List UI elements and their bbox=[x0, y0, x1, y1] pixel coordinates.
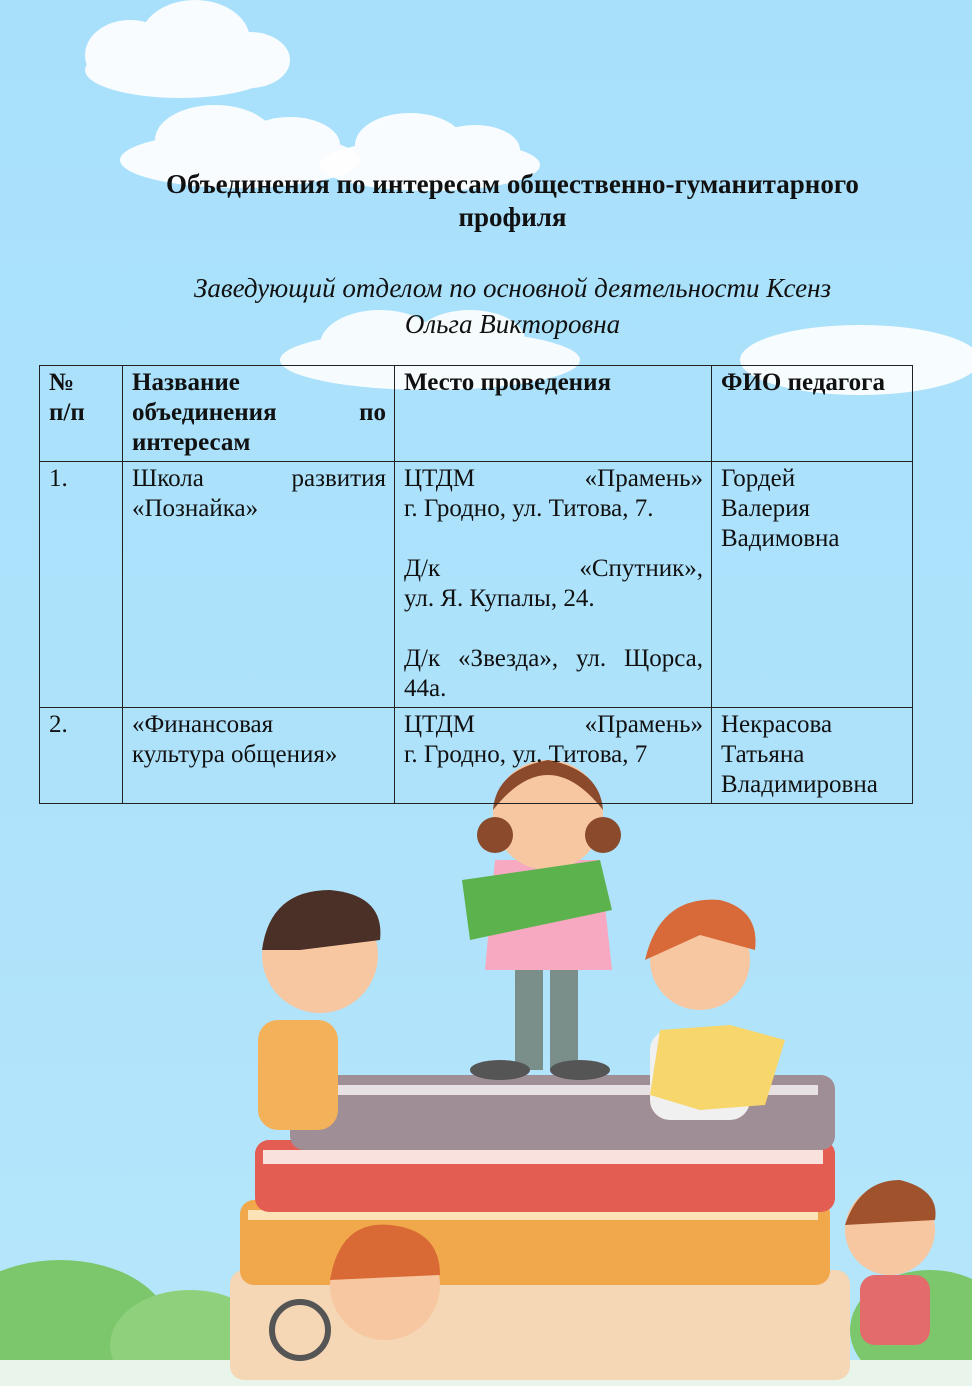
girl-standing bbox=[462, 760, 621, 1080]
row1-place2-b: «Спутник», bbox=[579, 555, 703, 582]
associations-table bbox=[39, 365, 913, 804]
row1-name-line1 bbox=[132, 464, 386, 494]
header-name-line1: Название bbox=[132, 369, 240, 396]
header-teacher: ФИО педагога bbox=[712, 366, 913, 462]
row2-place1-a: ЦТДМ bbox=[404, 711, 476, 738]
table-row bbox=[40, 462, 913, 708]
header-name bbox=[123, 366, 395, 462]
row1-place bbox=[395, 462, 712, 708]
row1-teacher-line2: Валерия bbox=[721, 495, 810, 522]
subtitle-line-2: Ольга Викторовна bbox=[404, 309, 621, 339]
title-line-2: профиля bbox=[458, 202, 567, 232]
row1-number: 1. bbox=[40, 462, 123, 708]
row1-teacher bbox=[712, 462, 913, 708]
header-number-line1: № bbox=[49, 369, 75, 396]
row2-name-line1: «Финансовая bbox=[132, 711, 274, 738]
header-number-line2: п/п bbox=[49, 399, 85, 426]
row2-name-line2: культура общения» bbox=[132, 741, 338, 768]
row1-name-b: развития bbox=[291, 465, 386, 492]
header-name-line2b: по bbox=[359, 399, 386, 426]
row1-place2-a: Д/к bbox=[404, 555, 441, 582]
row2-name bbox=[123, 708, 395, 804]
row1-place1-b: «Прамень» bbox=[584, 465, 703, 492]
row1-place3-line2: 44а. bbox=[404, 675, 447, 702]
row1-teacher-line1: Гордей bbox=[721, 465, 796, 492]
row1-name bbox=[123, 462, 395, 708]
page-title bbox=[60, 168, 965, 234]
header-name-line2a: объединения bbox=[132, 399, 277, 426]
row2-teacher-line1: Некрасова bbox=[721, 711, 833, 738]
table-header-row bbox=[40, 366, 913, 462]
header-name-line2 bbox=[132, 398, 386, 428]
cloud-top bbox=[85, 0, 290, 98]
girl-reading bbox=[645, 900, 785, 1120]
row1-place2-line2: ул. Я. Купалы, 24. bbox=[404, 585, 595, 612]
row2-place1-b: «Прамень» bbox=[584, 711, 703, 738]
header-name-line3: интересам bbox=[132, 429, 251, 456]
title-line-1: Объединения по интересам общественно-гуманитарного bbox=[166, 169, 859, 199]
row2-teacher-line2: Татьяна bbox=[721, 741, 805, 768]
row2-number: 2. bbox=[40, 708, 123, 804]
row2-place1-line1 bbox=[404, 710, 703, 740]
table-row bbox=[40, 708, 913, 804]
row1-place1-line2: г. Гродно, ул. Титова, 7. bbox=[404, 495, 654, 522]
row2-place bbox=[395, 708, 712, 804]
row2-teacher bbox=[712, 708, 913, 804]
row2-place1-line2: г. Гродно, ул. Титова, 7 bbox=[404, 741, 648, 768]
row1-place3-line1: Д/к «Звезда», ул. Щорса, bbox=[404, 645, 703, 672]
header-place: Место проведения bbox=[395, 366, 712, 462]
row2-teacher-line3: Владимировна bbox=[721, 771, 878, 798]
row1-name-line2: «Познайка» bbox=[132, 495, 259, 522]
subtitle-line-1: Заведующий отделом по основной деятельности Ксенз bbox=[193, 273, 832, 303]
row1-place1-line1 bbox=[404, 464, 703, 494]
page-subtitle bbox=[60, 270, 965, 342]
row1-place1-a: ЦТДМ bbox=[404, 465, 476, 492]
row1-name-a: Школа bbox=[132, 465, 204, 492]
row1-place2-line1 bbox=[404, 554, 703, 584]
row1-teacher-line3: Вадимовна bbox=[721, 525, 840, 552]
header-number bbox=[40, 366, 123, 462]
